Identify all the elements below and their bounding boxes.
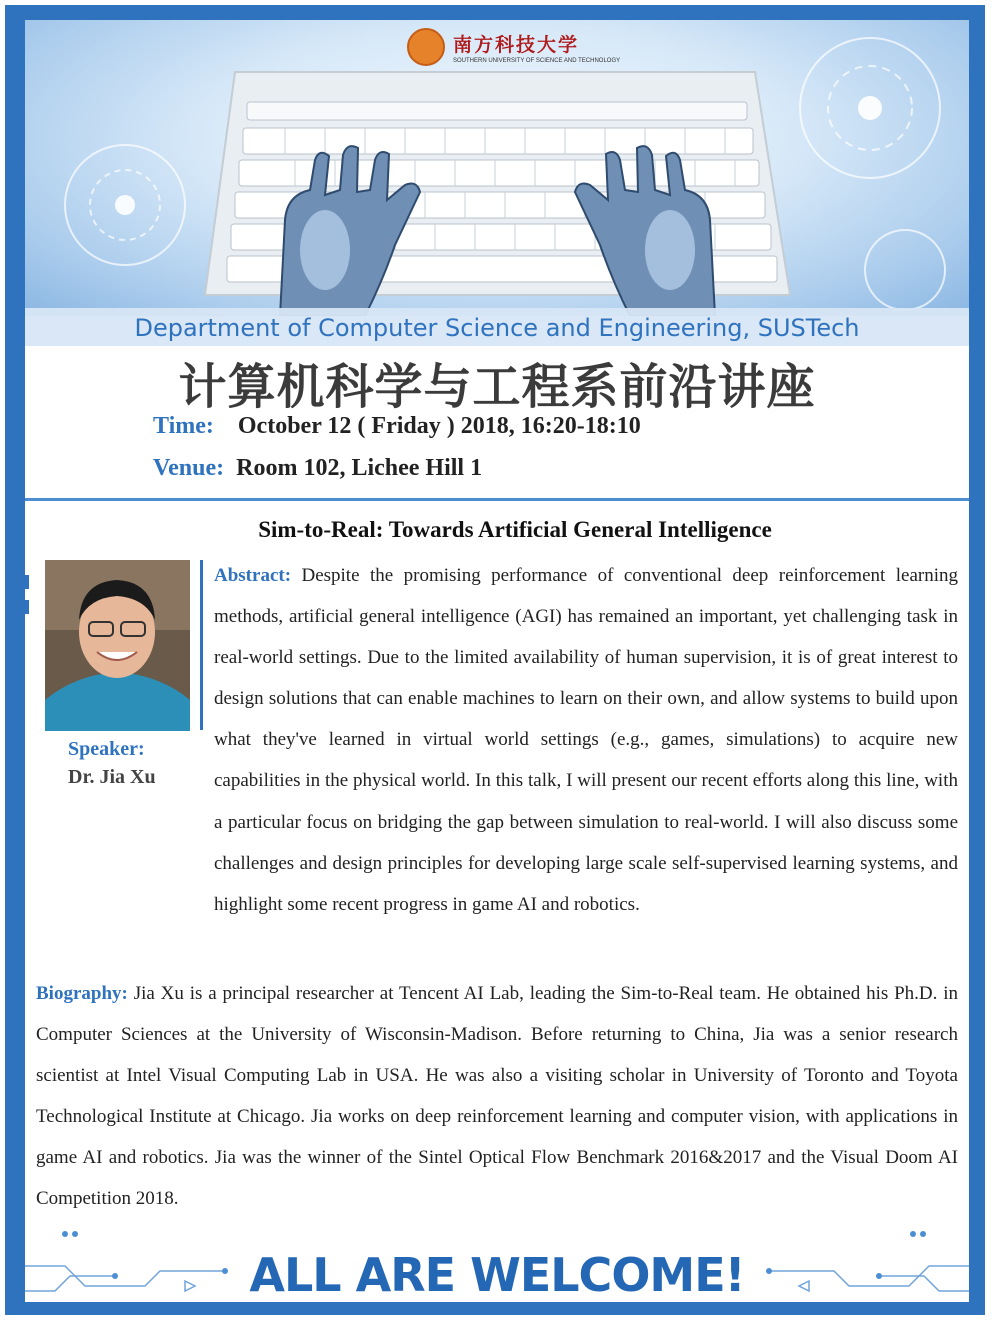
event-time [153,413,641,440]
biography-label: Biography: [36,983,128,1004]
abstract-text: Despite the promising performance of conventional deep reinforcement learning methods, artificial general intelligence (AGI) has remained an important, yet challenging task in real-world settings. Due to the limited availability of human supervision, it is of great interest to design solutions that can enable machines to learn on their own, and allow systems to build upon what they've learned in virtual world settings (e.g., games, simulations) to acquire new capabilities in the physical world. In this talk, I will present our recent efforts along this line, with a particular focus on bridging the gap between simulation to real-world. I will also discuss some challenges and design principles for developing large scale self-supervised learning systems, and highlight some recent progress in game AI and robotics. [214,565,958,915]
time-label: Time: [153,413,214,439]
university-logo [407,28,620,66]
side-tick [25,575,29,589]
sustech-emblem-icon [407,28,445,66]
abstract-label: Abstract: [214,565,292,586]
poster-frame [5,5,985,1315]
speaker-name: Dr. Jia Xu [68,766,156,788]
time-value: October 12 ( Friday ) 2018, 16:20-18:10 [237,413,641,439]
department-name: Department of Computer Science and Engineering, SUSTech [134,314,860,342]
abstract-paragraph [214,555,958,925]
poster-body [25,20,969,1302]
speaker-photo [45,560,190,731]
department-strip [25,308,969,346]
lecture-series-title: 计算机科学与工程系前沿讲座 [178,359,816,415]
logo-chinese-name: 南方科技大学 [453,34,580,56]
biography-paragraph [36,973,958,1220]
abstract-accent-bar [200,560,203,730]
side-tick [25,600,29,614]
welcome-banner: ALL ARE WELCOME! [249,1248,745,1302]
event-venue [153,455,482,482]
speaker-label: Speaker: [68,738,145,760]
venue-label: Venue: [153,455,225,481]
logo-english-name: SOUTHERN UNIVERSITY OF SCIENCE AND TECHNOLOGY [453,58,621,64]
venue-value: Room 102, Lichee Hill 1 [236,455,483,481]
talk-title: Sim-to-Real: Towards Artificial General Intelligence [258,517,772,542]
section-divider [25,498,969,501]
biography-text: Jia Xu is a principal researcher at Tencent AI Lab, leading the Sim-to-Real team. He obtained his Ph.D. in Computer Sciences at the University of Wisconsin-Madison. Before returning to China, Jia was a senior research scientist at Intel Visual Computing Lab in USA. He was also a visiting scholar in University of Toronto and Toyota Technological Institute at Chicago. Jia works on deep reinforcement learning and computer vision, with applications in game AI and robotics. Jia was the winner of the Sintel Optical Flow Benchmark 2016&2017 and the Visual Doom AI Competition 2018. [36,983,959,1210]
header-banner [25,20,969,316]
